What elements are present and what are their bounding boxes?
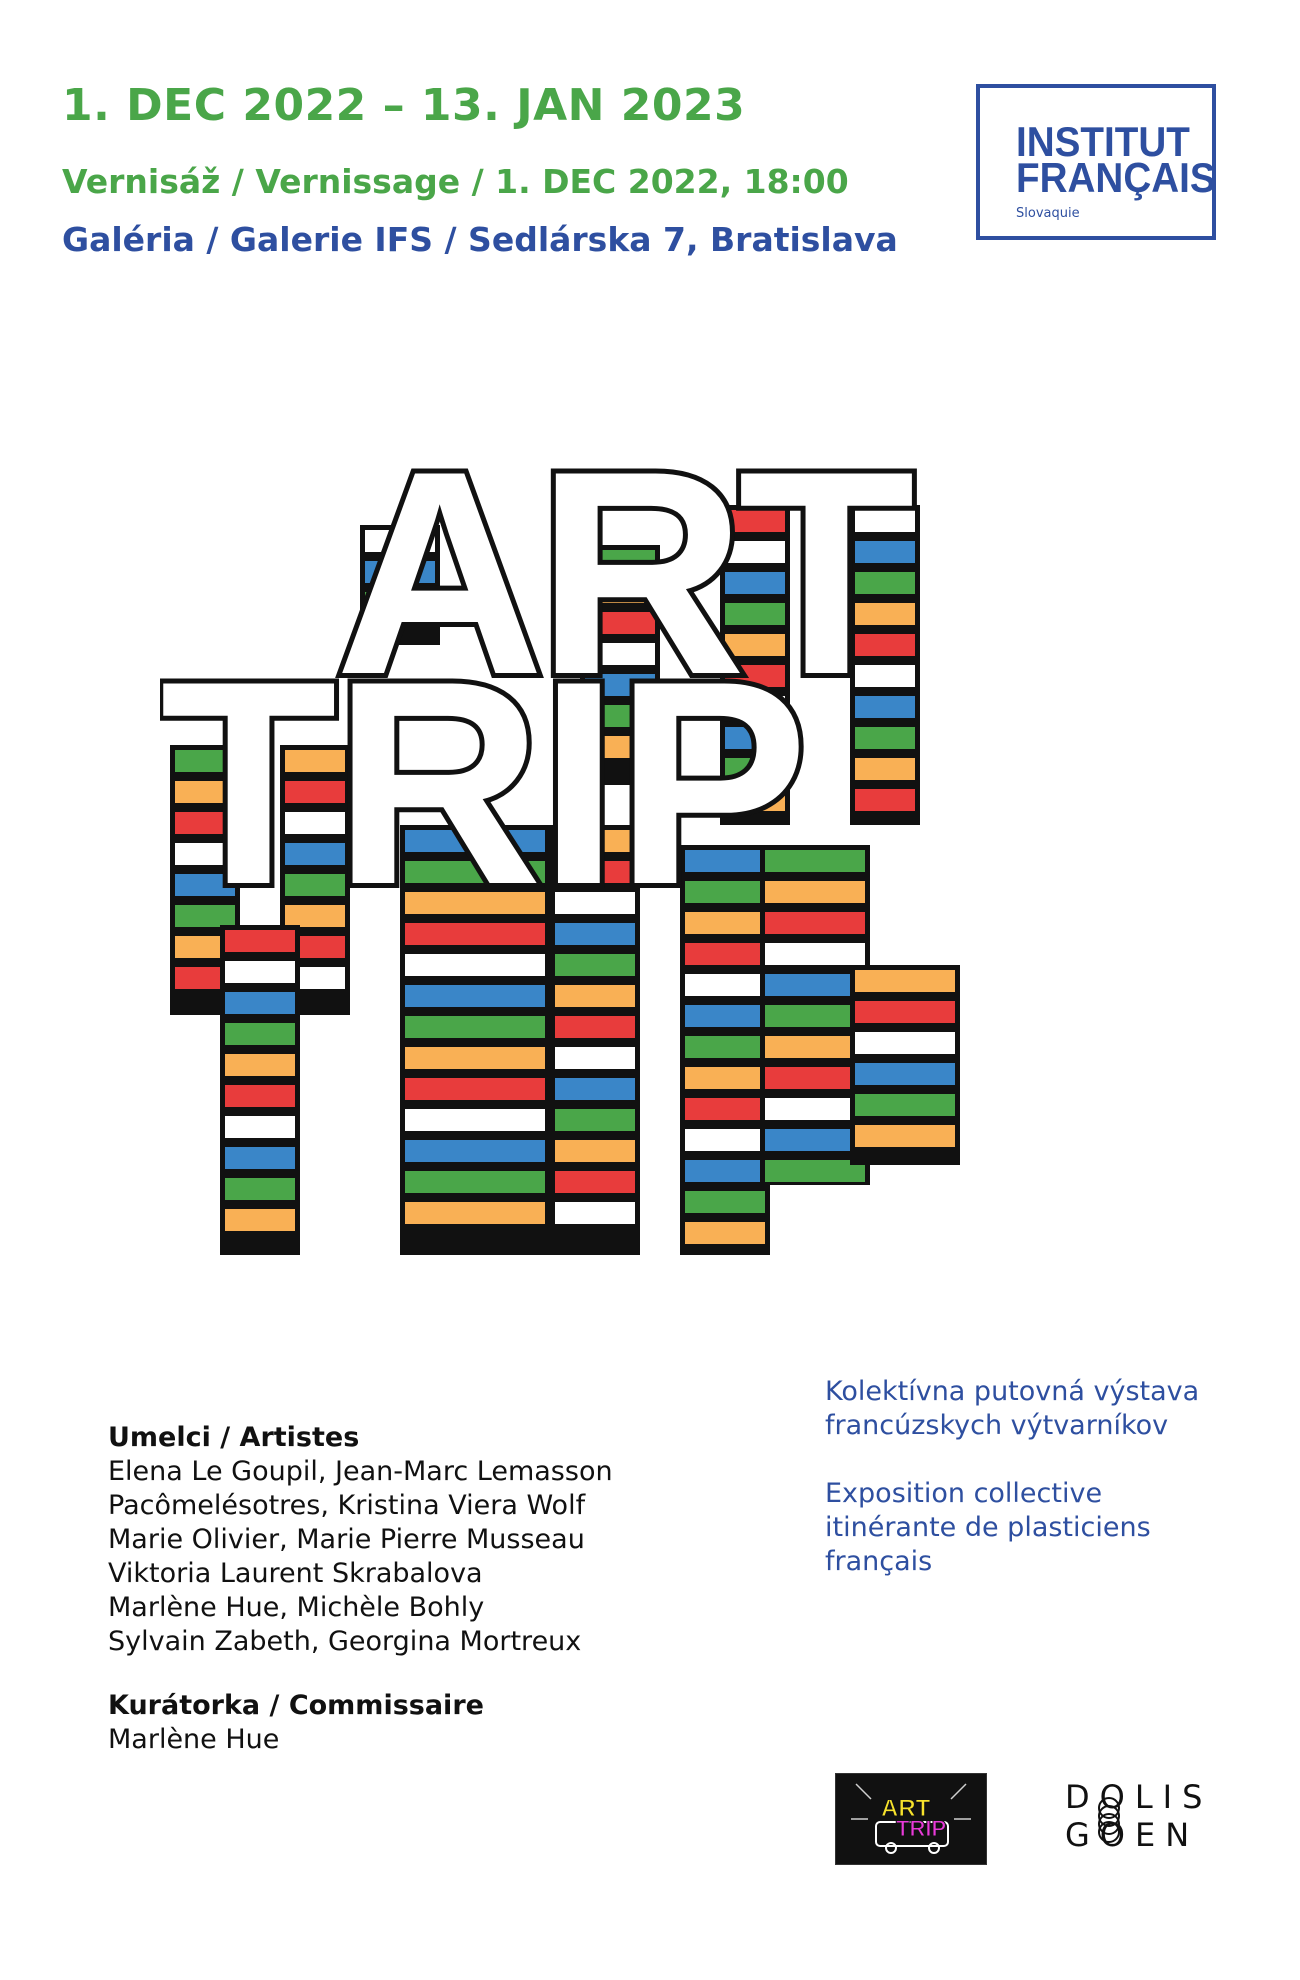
curator-heading: Kurátorka / Commissaire [108, 1690, 484, 1721]
artist-line: Viktoria Laurent Skrabalova [108, 1558, 483, 1589]
stripe [555, 1078, 635, 1100]
stripe [225, 1209, 295, 1231]
stripe [685, 1005, 765, 1027]
stripe [405, 985, 545, 1007]
stripe [405, 1171, 545, 1193]
stripe [405, 954, 545, 976]
stripe [225, 992, 295, 1014]
stripe [555, 1202, 635, 1224]
description-french [825, 1477, 1151, 1579]
institut-francais-logo [976, 84, 1216, 240]
description-slovak [825, 1375, 1199, 1443]
stripe [225, 1023, 295, 1045]
stripe [555, 1047, 635, 1069]
artists-heading: Umelci / Artistes [108, 1422, 360, 1453]
art-trip-small-logo [835, 1773, 987, 1865]
stripe [555, 1171, 635, 1193]
stripe [225, 1116, 295, 1138]
description-line: Exposition collective [825, 1478, 1103, 1509]
art-trip-artwork [160, 405, 1160, 1275]
stripe [685, 974, 765, 996]
stripe [685, 1160, 765, 1182]
stripe [405, 1047, 545, 1069]
logo-line-1: INSTITUT [1016, 118, 1190, 165]
art-word: ART [335, 411, 908, 735]
stripe [225, 961, 295, 983]
logo-subtitle: Slovaquie [1016, 206, 1080, 221]
stripe [555, 954, 635, 976]
stripe [685, 1129, 765, 1151]
description-line: Kolektívna putovná výstava [825, 1376, 1200, 1407]
stripe [685, 943, 765, 965]
description-line: francúzskych výtvarníkov [825, 1410, 1169, 1441]
stripe [405, 1109, 545, 1131]
trip-letters [160, 621, 805, 945]
stripe [855, 789, 915, 811]
stripe [685, 1191, 765, 1213]
stripe [855, 1094, 955, 1116]
stripe [555, 985, 635, 1007]
stripe [405, 1016, 545, 1038]
curator-name: Marlène Hue [108, 1724, 280, 1755]
stripe [225, 1147, 295, 1169]
stripe [555, 1140, 635, 1162]
artist-line: Marie Olivier, Marie Pierre Musseau [108, 1524, 585, 1555]
stripe [685, 1036, 765, 1058]
trip-word: TRIP [160, 621, 805, 945]
description-line: itinérante de plasticiens [825, 1512, 1151, 1543]
stripe [405, 1078, 545, 1100]
artist-line: Sylvain Zabeth, Georgina Mortreux [108, 1626, 582, 1657]
exhibition-dates: 1. DEC 2022 – 13. JAN 2023 [62, 80, 746, 131]
logo-line-2: FRANÇAIS [1016, 154, 1216, 201]
stripe [685, 1098, 765, 1120]
artist-line: Pacômelésotres, Kristina Viera Wolf [108, 1490, 586, 1521]
description-line: français [825, 1546, 933, 1577]
stripe [405, 1202, 545, 1224]
stripe [855, 1125, 955, 1147]
vernissage-info: Vernisáž / Vernissage / 1. DEC 2022, 18:00 [62, 162, 849, 201]
stripe [855, 758, 915, 780]
stripe [855, 1001, 955, 1023]
stripe [855, 1063, 955, 1085]
stripe [225, 1178, 295, 1200]
stripe [225, 1054, 295, 1076]
stripe [225, 1085, 295, 1107]
dolis-goen-logo [1065, 1778, 1215, 1858]
artists-list [108, 1455, 613, 1659]
goen-text: GOEN [1065, 1816, 1200, 1854]
dolis-text: DOLIS [1065, 1778, 1213, 1816]
small-logo-trip: TRIP [896, 1816, 947, 1841]
stripe [555, 1109, 635, 1131]
stripe [855, 1032, 955, 1054]
small-logo-art: ART [881, 1795, 931, 1822]
stripe [685, 1222, 765, 1244]
venue-info: Galéria / Galerie IFS / Sedlárska 7, Bratislava [62, 220, 898, 259]
artist-line: Elena Le Goupil, Jean-Marc Lemasson [108, 1456, 613, 1487]
stripe [555, 1016, 635, 1038]
stripe [685, 1067, 765, 1089]
stripe [855, 970, 955, 992]
artist-line: Marlène Hue, Michèle Bohly [108, 1592, 485, 1623]
stripe [765, 943, 865, 965]
stripe [405, 1140, 545, 1162]
